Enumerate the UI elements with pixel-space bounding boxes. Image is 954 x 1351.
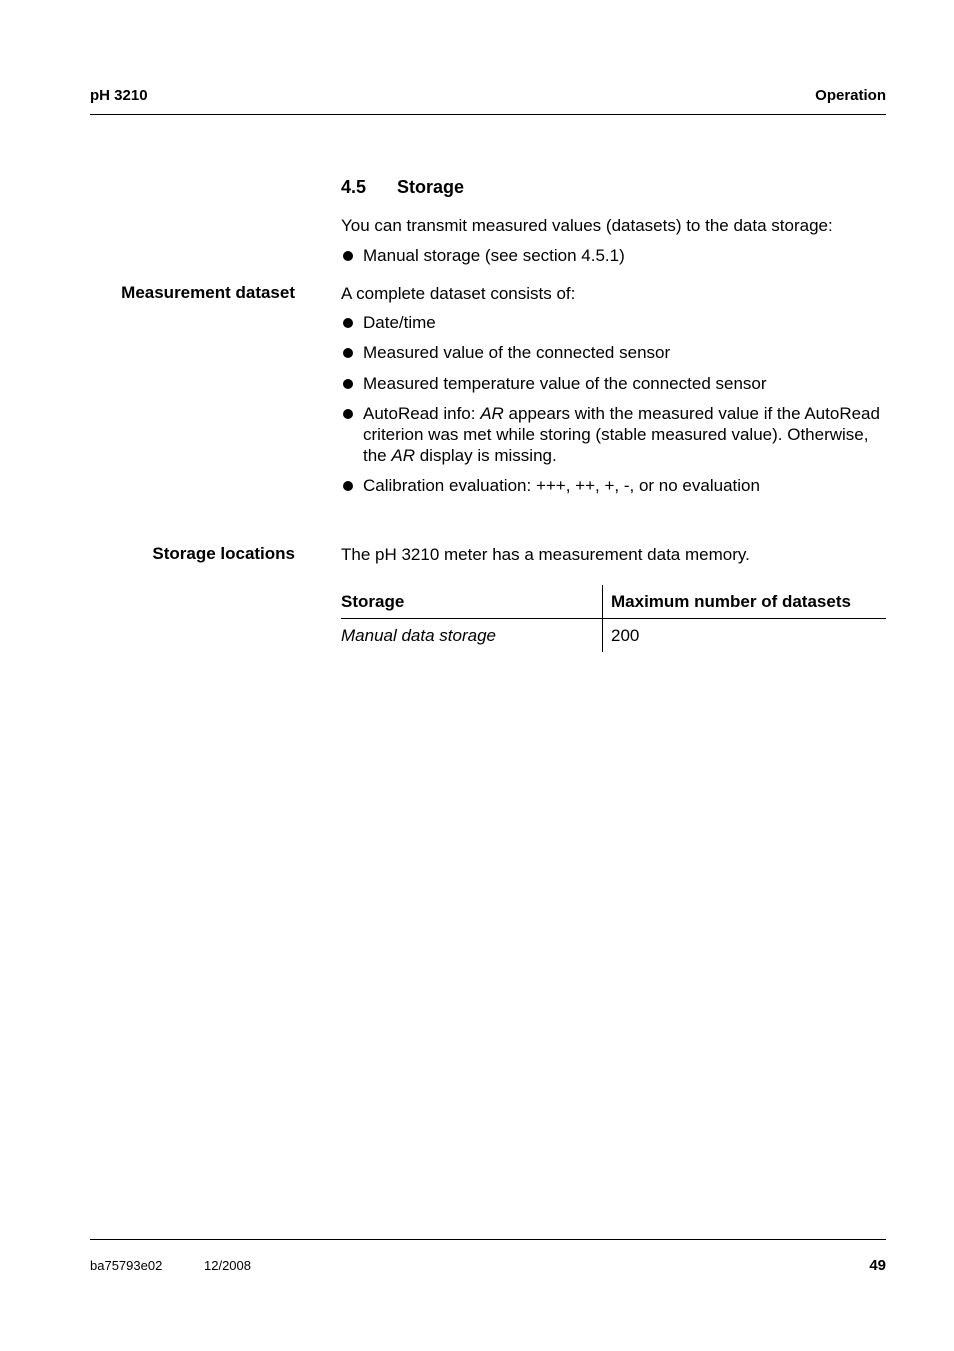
bullet-text: Manual storage (see section 4.5.1) [363, 246, 625, 265]
table-header-storage: Storage [341, 585, 603, 619]
dataset-bullet-autoread [341, 403, 886, 466]
dataset-bullet-temperature [341, 373, 886, 394]
autoread-text [363, 403, 886, 466]
dataset-bullet-datetime [341, 312, 886, 333]
intro-bullet [341, 245, 886, 266]
dataset-bullet-measured-value [341, 342, 886, 363]
running-header-title: pH 3210 [90, 87, 148, 104]
footer-doc-id: ba75793e02 [90, 1258, 163, 1273]
storage-locations-text: The pH 3210 meter has a measurement data memory. [341, 545, 750, 564]
table-header-row [341, 585, 886, 619]
page-number: 49 [869, 1257, 886, 1274]
autoread-part3: display is missing. [414, 446, 557, 465]
autoread-ar-2: AR [391, 446, 415, 465]
margin-label-storage-locations: Storage locations [152, 544, 295, 563]
section-title: Storage [397, 177, 465, 197]
bullet-icon [343, 251, 353, 261]
dataset-intro-text: A complete dataset consists of: [341, 284, 576, 303]
storage-table [341, 585, 886, 652]
table-cell-storage: Manual data storage [341, 625, 496, 645]
intro-text: You can transmit measured values (datasets) to the data storage: [341, 216, 833, 235]
bullet-icon [343, 348, 353, 358]
bullet-text: Measured value of the connected sensor [363, 343, 671, 362]
section-number: 4.5 [341, 177, 367, 197]
header-rule [90, 114, 886, 115]
bullet-icon [343, 409, 353, 419]
bullet-text: Date/time [363, 313, 436, 332]
footer-rule [90, 1239, 886, 1240]
autoread-part1: AutoRead info: [363, 404, 481, 423]
bullet-text: Calibration evaluation: +++, ++, +, -, or no evaluation [363, 476, 760, 495]
bullet-text: Measured temperature value of the connected sensor [363, 374, 767, 393]
bullet-icon [343, 318, 353, 328]
dataset-bullet-calibration [341, 475, 886, 496]
table-row [341, 619, 886, 653]
bullet-icon [343, 481, 353, 491]
footer-date: 12/2008 [204, 1258, 251, 1273]
table-cell-max-datasets: 200 [603, 619, 887, 653]
margin-label-measurement-dataset: Measurement dataset [121, 283, 295, 302]
autoread-part2: appears with the measured value if the AutoRead criterion was met while storing (stable measured value). Otherwise, the [363, 404, 880, 465]
autoread-ar-1: AR [480, 404, 504, 423]
bullet-icon [343, 379, 353, 389]
running-header-chapter: Operation [815, 87, 886, 104]
table-header-max-datasets: Maximum number of datasets [603, 585, 887, 619]
